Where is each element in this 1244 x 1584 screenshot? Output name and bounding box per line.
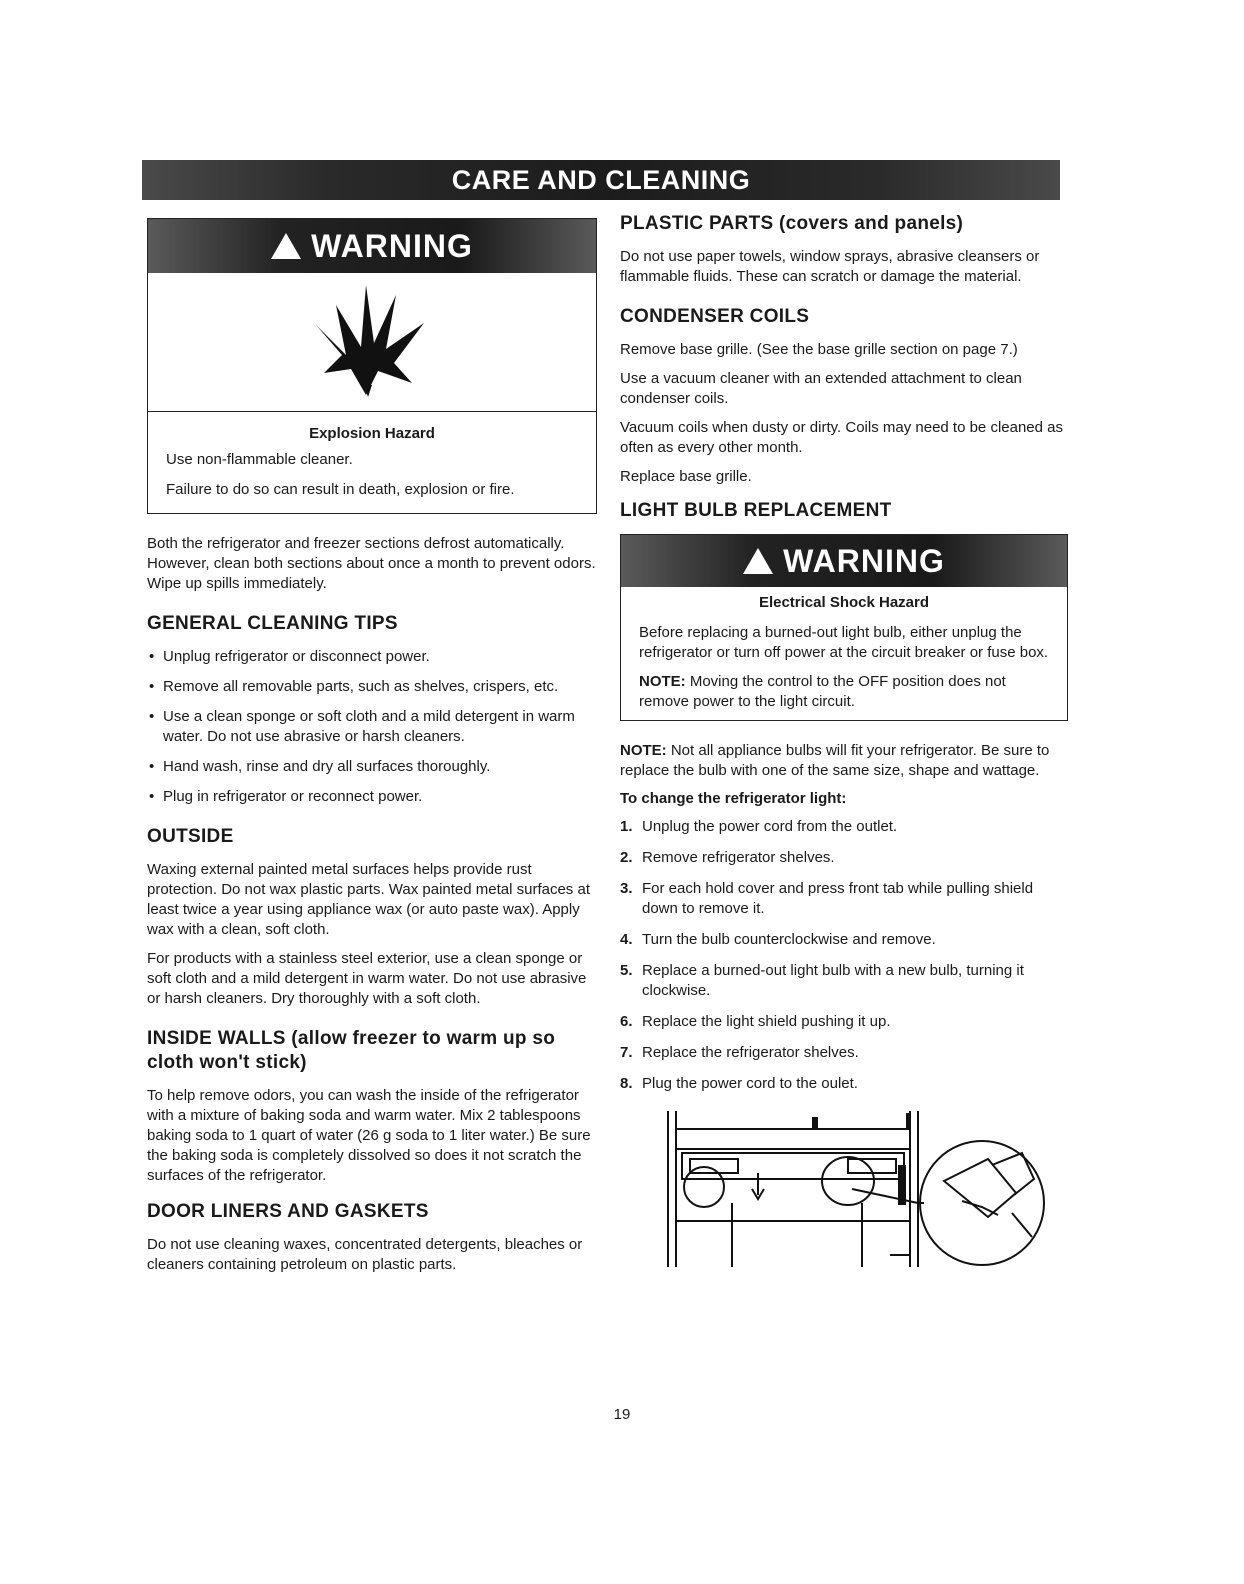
outside-paragraph: Waxing external painted metal surfaces helps provide rust protection. Do not wax plastic parts. Wax painted metal surfaces at least twice a year using appliance wax (or auto paste wax). Apply wax with a clean, soft cloth. bbox=[147, 861, 590, 938]
condenser-paragraph: Remove base grille. (See the base grille section on page 7.) bbox=[620, 341, 1018, 358]
light-bulb-illustration bbox=[662, 1103, 1062, 1273]
warning-text: Before replacing a burned-out light bulb, either unplug the refrigerator or turn off power at the circuit breaker or fuse box. bbox=[639, 624, 1049, 661]
light-bulb-heading: LIGHT BULB REPLACEMENT bbox=[620, 500, 892, 521]
right-column bbox=[620, 212, 1068, 1273]
warning-line: Use non-flammable cleaner. bbox=[166, 451, 353, 468]
warning-triangle-icon bbox=[743, 548, 773, 574]
general-cleaning-heading: GENERAL CLEANING TIPS bbox=[147, 613, 398, 634]
warning-body bbox=[148, 412, 596, 510]
explosion-icon-panel bbox=[148, 273, 596, 412]
note-text: Not all appliance bulbs will fit your refrigerator. Be sure to replace the bulb with one of the same size, shape and wattage. bbox=[620, 742, 1050, 779]
list-item: • Unplug refrigerator or disconnect power. bbox=[147, 647, 597, 667]
warning-line: Failure to do so can result in death, explosion or fire. bbox=[166, 481, 515, 498]
outside-heading: OUTSIDE bbox=[147, 826, 234, 847]
page-number: 19 bbox=[613, 1406, 631, 1423]
condenser-paragraph: Vacuum coils when dusty or dirty. Coils may need to be cleaned as often as every other month. bbox=[620, 419, 1063, 456]
condenser-paragraph: Use a vacuum cleaner with an extended attachment to clean condenser coils. bbox=[620, 370, 1022, 407]
warning-note bbox=[639, 672, 1049, 712]
steps-heading: To change the refrigerator light: bbox=[620, 790, 847, 807]
step-item: 6. Replace the light shield pushing it up. bbox=[620, 1013, 891, 1030]
condenser-paragraph: Replace base grille. bbox=[620, 468, 752, 485]
step-item: 3. For each hold cover and press front tab while pulling shield down to remove it. bbox=[620, 880, 1034, 917]
list-item: • Hand wash, rinse and dry all surfaces thoroughly. bbox=[147, 757, 597, 777]
hazard-title: Explosion Hazard bbox=[309, 425, 435, 442]
warning-header bbox=[621, 535, 1067, 587]
section-banner bbox=[142, 160, 1060, 200]
left-column bbox=[147, 218, 597, 1284]
door-liners-paragraph: Do not use cleaning waxes, concentrated detergents, bleaches or cleaners containing petroleum on plastic parts. bbox=[147, 1236, 583, 1273]
note-label: NOTE: bbox=[620, 742, 667, 759]
warning-label: WARNING bbox=[783, 543, 945, 579]
condenser-coils-heading: CONDENSER COILS bbox=[620, 306, 810, 327]
inside-walls-paragraph: To help remove odors, you can wash the inside of the refrigerator with a mixture of baking soda and warm water. Mix 2 tablespoons baking soda to 1 quart of water (26 g soda to 1 liter water.) Be sure the baking soda is completely dissolved so does it not scratch the surfaces of the refrigerator. bbox=[147, 1087, 591, 1184]
plastic-parts-paragraph: Do not use paper towels, window sprays, abrasive cleansers or flammable fluids. These can scratch or damage the material. bbox=[620, 248, 1040, 285]
bulb-note bbox=[620, 741, 1068, 781]
plastic-parts-heading: PLASTIC PARTS (covers and panels) bbox=[620, 213, 964, 234]
shock-warning-box bbox=[620, 534, 1068, 721]
hazard-title: Electrical Shock Hazard bbox=[758, 594, 930, 611]
step-item: 1. Unplug the power cord from the outlet. bbox=[620, 818, 898, 835]
warning-header bbox=[148, 219, 596, 273]
warning-triangle-icon bbox=[271, 233, 301, 259]
explosion-icon bbox=[306, 285, 436, 403]
list-item: • Use a clean sponge or soft cloth and a mild detergent in warm water. Do not use abrasive or harsh cleaners. bbox=[147, 707, 597, 747]
outside-paragraph: For products with a stainless steel exterior, use a clean sponge or soft cloth and a mild detergent in warm water. Do not use abrasive or harsh cleaners. Dry thoroughly with a soft cloth. bbox=[147, 950, 587, 1007]
explosion-warning-box bbox=[147, 218, 597, 514]
warning-label: WARNING bbox=[311, 228, 473, 264]
step-item: 5. Replace a burned-out light bulb with a new bulb, turning it clockwise. bbox=[620, 962, 1024, 999]
list-item: • Plug in refrigerator or reconnect power. bbox=[147, 787, 597, 807]
door-liners-heading: DOOR LINERS AND GASKETS bbox=[147, 1201, 429, 1222]
step-item: 4. Turn the bulb counterclockwise and remove. bbox=[620, 931, 936, 948]
warning-body bbox=[621, 587, 1067, 720]
general-cleaning-list bbox=[147, 647, 597, 807]
step-item: 8. Plug the power cord to the oulet. bbox=[620, 1075, 858, 1092]
steps-list bbox=[620, 817, 1068, 1094]
inside-walls-heading: INSIDE WALLS (allow freezer to warm up so cloth won't stick) bbox=[147, 1028, 556, 1073]
step-item: 7. Replace the refrigerator shelves. bbox=[620, 1044, 859, 1061]
note-text: Moving the control to the OFF position does not remove power to the light circuit. bbox=[639, 673, 1006, 710]
list-item: • Remove all removable parts, such as shelves, crispers, etc. bbox=[147, 677, 597, 697]
banner-title: CARE AND CLEANING bbox=[451, 165, 751, 195]
note-label: NOTE: bbox=[639, 673, 686, 690]
intro-paragraph: Both the refrigerator and freezer sections defrost automatically. However, clean both sections about once a month to prevent odors. Wipe up spills immediately. bbox=[147, 535, 596, 592]
step-item: 2. Remove refrigerator shelves. bbox=[620, 849, 835, 866]
